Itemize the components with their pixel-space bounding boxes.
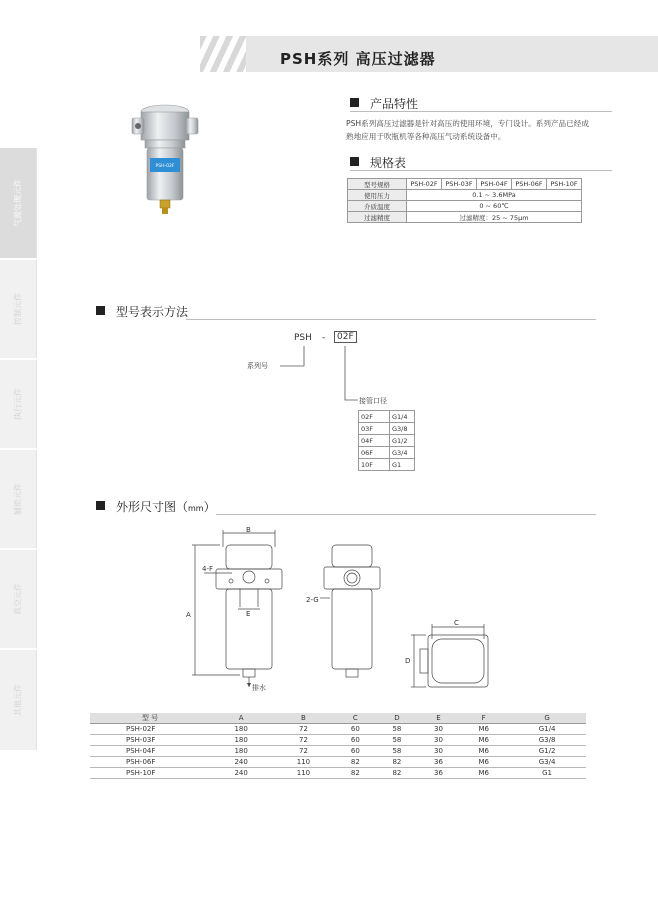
dim-label-e: E <box>246 610 251 618</box>
dim-label-b: B <box>246 526 251 534</box>
table-row: 介质温度 0 ~ 60℃ <box>348 201 582 212</box>
port-label: 接管口径 <box>359 397 387 405</box>
side-tab-air-treatment[interactable]: 气源处理元件 <box>0 148 37 258</box>
side-view-drawing <box>300 540 390 690</box>
table-row: PSH-04F 180 72 60 58 30 M6 G1/2 <box>90 746 586 757</box>
dim-label-f: 4-F <box>202 565 214 573</box>
features-header: 产品特性 <box>350 96 612 110</box>
table-row: PSH-03F 180 72 60 58 30 M6 G3/8 <box>90 735 586 746</box>
features-text: PSH系列高压过滤器是针对高压的使用环境，专门设计。系列产品已经成熟地应用于吹瓶机等各种高压气动系统设备中。 <box>346 119 589 141</box>
square-bullet-icon <box>350 98 359 107</box>
side-tab-auxiliary[interactable]: 辅助元件 <box>0 450 37 548</box>
table-row: 使用压力 0.1 ~ 3.6MPa <box>348 190 582 201</box>
side-tab-other[interactable]: 其他元件 <box>0 650 37 750</box>
model-code-prefix: PSH <box>294 333 312 343</box>
table-row: 06F G3/4 <box>359 447 415 459</box>
dimensions-header: 外形尺寸图（mm） <box>96 499 596 513</box>
table-row: 02F G1/4 <box>359 411 415 423</box>
table-header-row: 型 号 A B C D E F G <box>90 713 586 724</box>
dim-label-c: C <box>454 619 459 627</box>
side-tab-actuator[interactable]: 执行元件 <box>0 360 37 448</box>
product-photo <box>120 100 210 225</box>
table-row: 过滤精度 过滤精度：25 ~ 75μm <box>348 212 582 223</box>
model-code-header: 型号表示方法 <box>96 304 596 318</box>
table-row: PSH-06F 240 110 82 82 36 M6 G3/4 <box>90 757 586 768</box>
page-title: PSH系列 高压过滤器 <box>280 50 436 68</box>
drain-label: 排水 <box>252 684 266 692</box>
side-tab-vacuum[interactable]: 真空元件 <box>0 550 37 648</box>
table-row: PSH-10F 240 110 82 82 36 M6 G1 <box>90 768 586 779</box>
model-code-dash: - <box>322 333 326 343</box>
front-view-drawing <box>180 525 290 695</box>
table-row: 03F G3/8 <box>359 423 415 435</box>
side-tab-control[interactable]: 控制元件 <box>0 260 37 358</box>
square-bullet-icon <box>96 501 105 510</box>
table-row: 型号规格 PSH-02F PSH-03F PSH-04F PSH-06F PSH-10F <box>348 179 582 190</box>
port-code-table <box>358 410 415 471</box>
table-row: 04F G1/2 <box>359 435 415 447</box>
dim-label-a: A <box>186 611 191 619</box>
model-code-box: 02F <box>334 331 357 343</box>
dimension-table <box>90 713 586 779</box>
spec-table <box>347 178 582 223</box>
top-view-drawing <box>402 615 492 695</box>
dim-label-g: 2-G <box>306 596 319 604</box>
square-bullet-icon <box>96 306 105 315</box>
table-row: PSH-02F 180 72 60 58 30 M6 G1/4 <box>90 724 586 735</box>
series-label: 系列号 <box>247 362 268 370</box>
dim-label-d: D <box>405 657 411 665</box>
table-row: 10F G1 <box>359 459 415 471</box>
square-bullet-icon <box>350 157 359 166</box>
spec-header: 规格表 <box>350 155 612 169</box>
photo-label: PSH-02F <box>155 164 175 169</box>
